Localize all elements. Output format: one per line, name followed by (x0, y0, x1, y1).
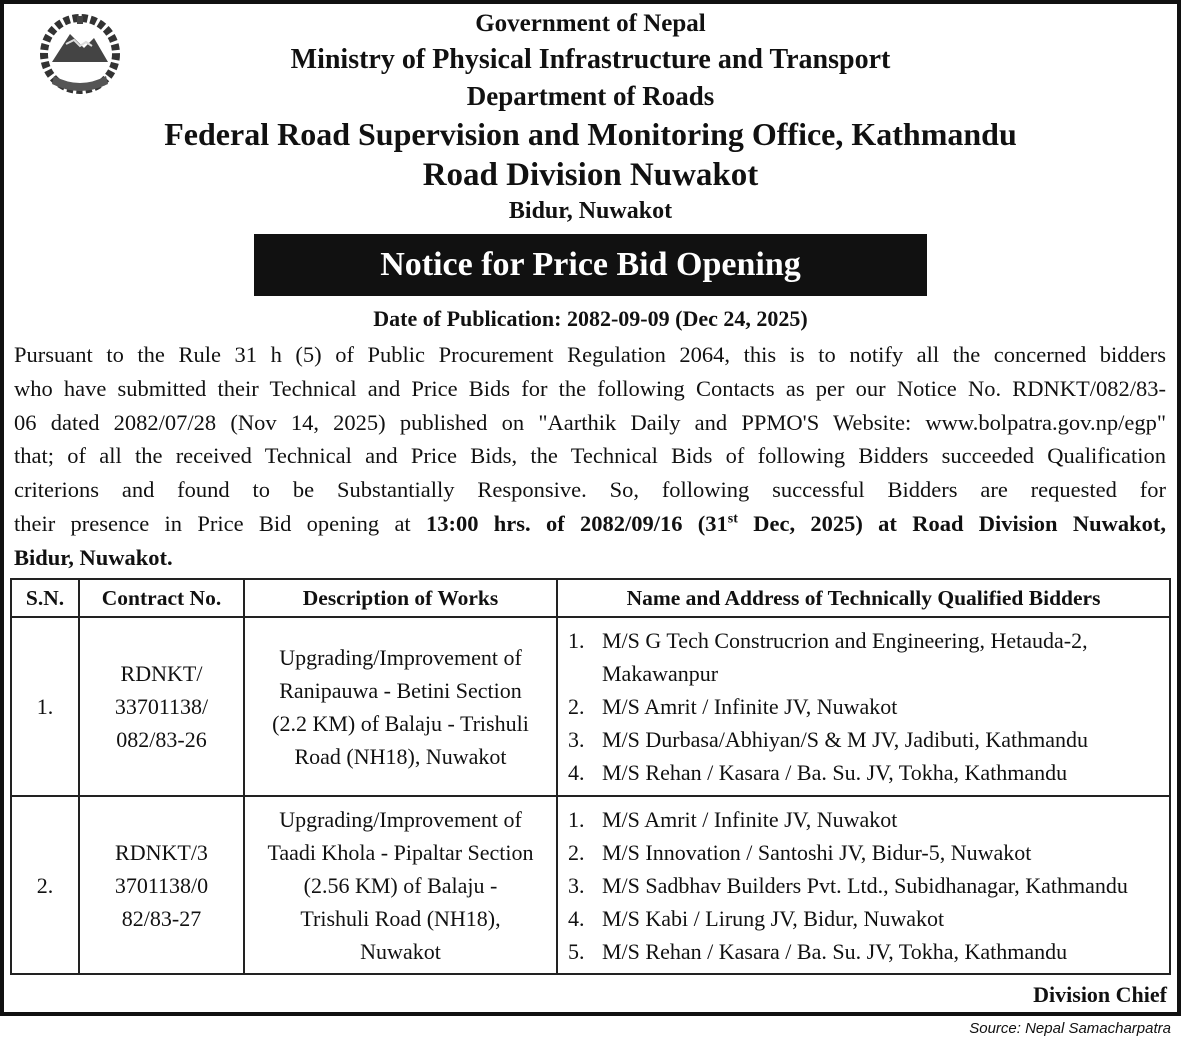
publication-date: Date of Publication: 2082-09-09 (Dec 24, 2025) (373, 306, 808, 331)
bidder-number: 4. (568, 905, 585, 931)
bidder-item (568, 935, 1169, 968)
bidder-item (568, 869, 1169, 902)
bid-opening-time (426, 511, 1166, 536)
bidder-item (568, 756, 1169, 789)
notice-body (14, 338, 1166, 575)
bidder-name-address: M/S Rehan / Kasara / Ba. Su. JV, Tokha, Kathmandu (602, 760, 1068, 785)
body-line: criterions and found to be Substantially Responsive. So, following successful Bidders are requested for (14, 477, 1166, 503)
contract-line: 33701138/ (114, 694, 209, 719)
bidder-name-address: M/S Amrit / Infinite JV, Nuwakot (602, 806, 898, 832)
body-line: that; of all the received Technical and Price Bids, the Technical Bids of following Bidders succeeded Qualification (14, 443, 1166, 469)
bidder-name-address: M/S G Tech Construcrion and Engineering, Hetauda-2, Makawanpur (602, 628, 1088, 686)
description-line: Trishuli Road (NH18), (300, 905, 501, 931)
body-text: their presence in Price Bid opening at (14, 510, 426, 536)
header-bidders: Name and Address of Technically Qualified Bidders (557, 579, 1170, 617)
bid-opening-venue: Dec, 2025) at Road Division Nuwakot, (737, 510, 1166, 536)
signature-title: Division Chief (1033, 982, 1167, 1007)
source-credit: Source: Nepal Samacharpatra (969, 1020, 1171, 1037)
bidder-number: 3. (568, 727, 585, 752)
contract-line: 082/83-26 (116, 727, 207, 752)
bidder-name-address: M/S Durbasa/Abhiyan/S & M JV, Jadibuti, Kathmandu (602, 727, 1089, 752)
header-division: Road Division Nuwakot (422, 157, 759, 193)
bidder-item (568, 836, 1169, 869)
body-line: 06 dated 2082/07/28 (Nov 14, 2025) published on "Aarthik Daily and PPMO'S Website: www.bolpatra.gov.np/egp" (14, 409, 1166, 435)
table-header-row (11, 579, 1170, 617)
bidder-name-address: M/S Sadbhav Builders Pvt. Ltd., Subidhanagar, Kathmandu (602, 872, 1128, 898)
cell-description (244, 796, 557, 974)
bidder-item (568, 624, 1169, 690)
notice-title-banner: Notice for Price Bid Opening (254, 234, 927, 296)
description-line: Upgrading/Improvement of (279, 806, 522, 832)
table-row (11, 796, 1170, 974)
header-description: Description of Works (244, 579, 557, 617)
bid-opening-date: 13:00 hrs. of 2082/09/16 (31 (425, 510, 728, 536)
bidder-name-address: M/S Amrit / Infinite JV, Nuwakot (602, 694, 898, 719)
bidder-number: 4. (568, 760, 585, 785)
contract-line: RDNKT/3 (115, 839, 208, 865)
cell-sn: 1. (11, 617, 79, 796)
header-government: Government of Nepal (475, 10, 706, 37)
bidder-name-address: M/S Innovation / Santoshi JV, Bidur-5, Nuwakot (602, 839, 1032, 865)
cell-sn: 2. (11, 796, 79, 974)
header-sn: S.N. (11, 579, 79, 617)
bidder-name-address: M/S Rehan / Kasara / Ba. Su. JV, Tokha, Kathmandu (602, 938, 1068, 964)
bidder-number: 1. (568, 806, 585, 832)
description-line: Taadi Khola - Pipaltar Section (267, 839, 534, 865)
description-line: Ranipauwa - Betini Section (279, 677, 522, 703)
contract-line: 3701138/0 (114, 872, 209, 898)
description-line: (2.2 KM) of Balaju - Trishuli (272, 710, 529, 736)
contract-line: 82/83-27 (121, 905, 202, 931)
header-department: Department of Roads (466, 81, 715, 111)
bidder-list (558, 620, 1169, 793)
bidder-name-address: M/S Kabi / Lirung JV, Bidur, Nuwakot (602, 905, 945, 931)
description-line: (2.56 KM) of Balaju - (303, 872, 498, 898)
bidder-item (568, 902, 1169, 935)
cell-description (244, 617, 557, 796)
bidder-item (568, 803, 1169, 836)
contract-line: RDNKT/ (120, 661, 203, 686)
cell-bidders (557, 796, 1170, 974)
body-line: who have submitted their Technical and Price Bids for the following Contacts as per our Notice No. RDNKT/082/83- (14, 375, 1166, 401)
bid-opening-venue-location: Bidur, Nuwakot. (14, 544, 173, 570)
bidder-list (558, 799, 1169, 972)
bidders-table (10, 578, 1171, 975)
body-line (14, 507, 1166, 541)
header-contract-no: Contract No. (79, 579, 244, 617)
bidder-number: 3. (568, 872, 585, 898)
bidder-number: 5. (568, 938, 585, 964)
body-line: Pursuant to the Rule 31 h (5) of Public Procurement Regulation 2064, this is to notify all the concerned bidders (14, 342, 1166, 367)
bidder-number: 1. (568, 628, 585, 653)
description-line: Nuwakot (360, 938, 441, 964)
bidder-item (568, 723, 1169, 756)
cell-contract (79, 617, 244, 796)
cell-bidders (557, 617, 1170, 796)
description-line: Upgrading/Improvement of (279, 644, 522, 670)
cell-contract (79, 796, 244, 974)
bidder-number: 2. (568, 839, 585, 865)
ordinal-suffix: st (727, 511, 738, 527)
header-ministry: Ministry of Physical Infrastructure and Transport (290, 44, 891, 75)
header-location: Bidur, Nuwakot (508, 198, 673, 224)
table-row (11, 617, 1170, 796)
description-line: Road (NH18), Nuwakot (294, 743, 507, 769)
header-office: Federal Road Supervision and Monitoring Office, Kathmandu (164, 116, 1017, 152)
bidder-number: 2. (568, 694, 585, 719)
bidder-item (568, 690, 1169, 723)
body-line (14, 541, 1166, 575)
